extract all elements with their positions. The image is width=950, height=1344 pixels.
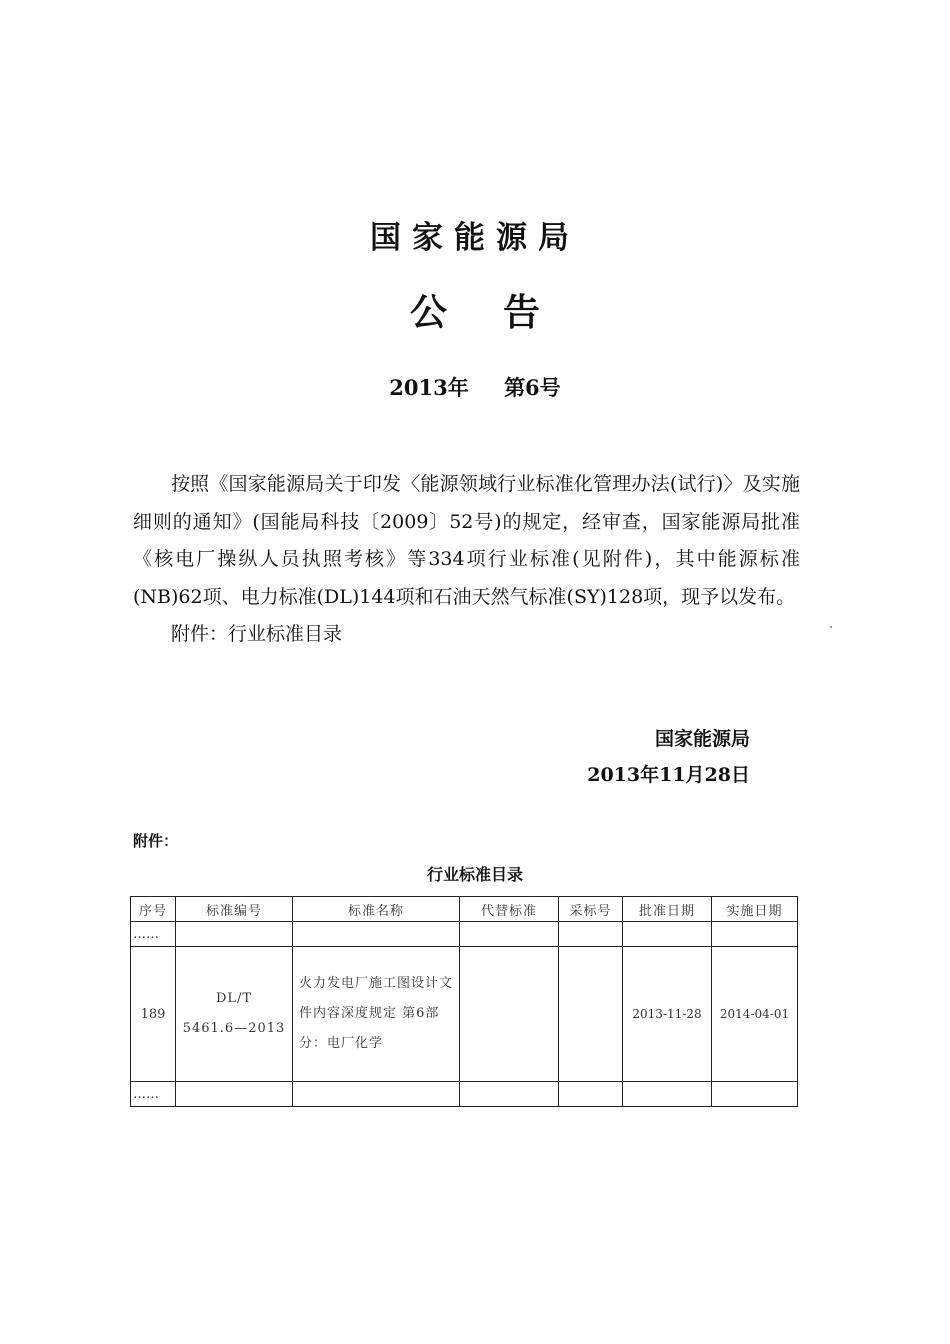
issue-number: [0, 372, 950, 402]
ellipsis-cell: ……: [131, 1082, 176, 1107]
col-header-name: 标准名称: [293, 897, 460, 922]
table-row-ellipsis: [131, 922, 798, 947]
cell-code-line2: 5461.6—2013: [182, 1021, 286, 1036]
cell-code-line1: DL/T: [215, 991, 253, 1006]
issue-year: 2013年: [389, 375, 469, 400]
table-row: [131, 947, 798, 1082]
notice-title: 公告: [410, 291, 596, 334]
cell-approval-date: 2013-11-28: [623, 947, 712, 1082]
col-header-code: 标准编号: [176, 897, 293, 922]
cell-seq: 189: [131, 947, 176, 1082]
scan-speck: [830, 626, 832, 628]
table-header-row: [131, 897, 798, 922]
signature-date: 2013年11月28日: [587, 764, 750, 786]
cell-code: [176, 947, 293, 1082]
announcement-body: [133, 466, 800, 654]
col-header-effective-date: 实施日期: [712, 897, 798, 922]
attachment-note: 附件：行业标准目录: [171, 623, 343, 645]
issue-sequence: 第6号: [504, 375, 561, 400]
cell-replaces: [460, 947, 559, 1082]
cell-name: 火力发电厂施工图设计文件内容深度规定 第6部分：电厂化学: [293, 947, 460, 1082]
table-row-ellipsis: [131, 1082, 798, 1107]
attachment-label: 附件：: [133, 832, 179, 850]
signature-org: 国家能源局: [654, 728, 750, 750]
standards-table: [130, 896, 798, 1107]
col-header-approval-date: 批准日期: [623, 897, 712, 922]
announcement-paragraph: 按照《国家能源局关于印发〈能源领域行业标准化管理办法(试行)〉及实施细则的通知》(国能局科技〔2009〕52号)的规定，经审查，国家能源局批准《核电厂操纵人员执照考核》等334项行业标准(见附件)，其中能源标准(NB)62项、电力标准(DL)144项和石油天然气标准(SY)128项，现予以发布。: [133, 473, 800, 608]
cell-effective-date: 2014-04-01: [712, 947, 798, 1082]
col-header-replaces: 代替标准: [460, 897, 559, 922]
ellipsis-cell: ……: [131, 922, 176, 947]
table-title: 行业标准目录: [426, 865, 523, 884]
col-header-adopted: 采标号: [559, 897, 623, 922]
org-title: 国家能源局: [370, 220, 580, 256]
col-header-seq: 序号: [131, 897, 176, 922]
cell-adopted: [559, 947, 623, 1082]
